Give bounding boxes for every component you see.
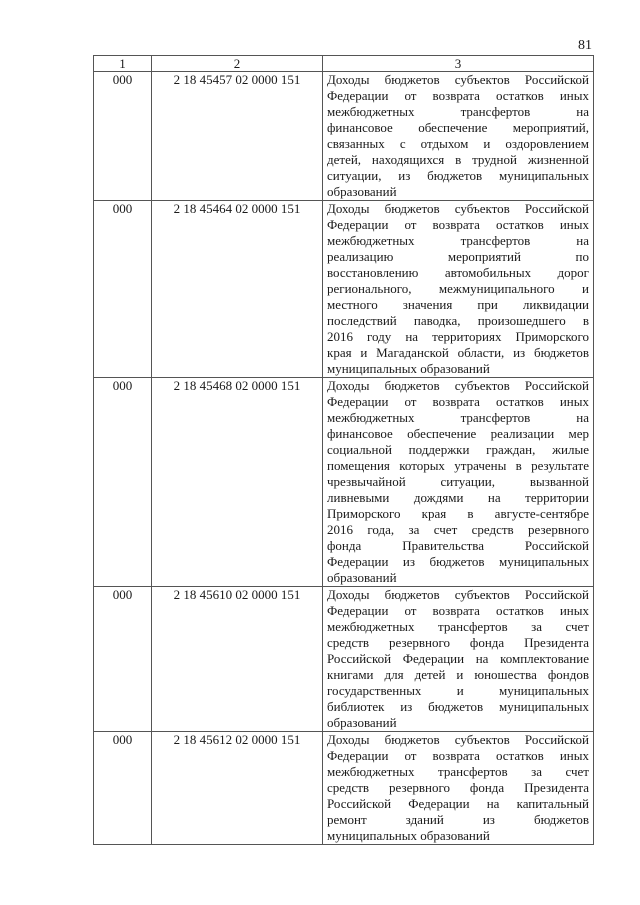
header-col-3: 3	[323, 56, 594, 72]
description-line: последствий паводка, произошедшего в	[327, 313, 589, 328]
description-line: Приморского края в августе-сентябре	[327, 506, 589, 521]
description-line: социальной поддержки граждан, жилые	[327, 442, 589, 457]
description-line: межбюджетных трансфертов за счет	[327, 764, 589, 779]
budget-code-cell: 2 18 45464 02 0000 151	[152, 201, 323, 378]
description-line: фонда Правительства Российской	[327, 538, 589, 553]
table-row	[94, 732, 594, 845]
description-line: межбюджетных трансфертов на	[327, 410, 589, 425]
description-line: Федерации от возврата остатков иных	[327, 88, 589, 103]
description-line: образований	[327, 570, 397, 585]
description-line: Доходы бюджетов субъектов Российской	[327, 378, 589, 393]
description-line: межбюджетных трансфертов на	[327, 104, 589, 119]
description-line: края и Магаданской области, из бюджетов	[327, 345, 589, 360]
description-line: муниципальных образований	[327, 361, 490, 376]
admin-code-cell: 000	[94, 732, 152, 845]
description-line: Федерации от возврата остатков иных	[327, 603, 589, 618]
description-line: Федерации от возврата остатков иных	[327, 394, 589, 409]
description-line: финансовое обеспечение мероприятий,	[327, 120, 589, 135]
description-line: связанных с отдыхом и оздоровлением	[327, 136, 589, 151]
description-line: Федерации из бюджетов муниципальных	[327, 554, 589, 569]
description-cell	[323, 587, 594, 732]
table-row	[94, 587, 594, 732]
description-line: Доходы бюджетов субъектов Российской	[327, 587, 589, 602]
budget-codes-table	[93, 55, 594, 845]
budget-code-cell: 2 18 45610 02 0000 151	[152, 587, 323, 732]
description-line: образований	[327, 715, 397, 730]
description-line: ливневыми дождями на территории	[327, 490, 589, 505]
description-line: межбюджетных трансфертов на	[327, 233, 589, 248]
description-line: Доходы бюджетов субъектов Российской	[327, 201, 589, 216]
table-row	[94, 378, 594, 587]
table-row	[94, 201, 594, 378]
admin-code-cell: 000	[94, 72, 152, 201]
description-line: регионального, межмуниципального и	[327, 281, 589, 296]
description-line: государственных и муниципальных	[327, 683, 589, 698]
page-number: 81	[578, 38, 592, 53]
description-line: библиотек из бюджетов муниципальных	[327, 699, 589, 714]
description-line: реализацию мероприятий по	[327, 249, 589, 264]
admin-code-cell: 000	[94, 378, 152, 587]
description-line: восстановлению автомобильных дорог	[327, 265, 589, 280]
budget-code-cell: 2 18 45468 02 0000 151	[152, 378, 323, 587]
description-line: межбюджетных трансфертов за счет	[327, 619, 589, 634]
description-line: образований	[327, 184, 397, 199]
budget-code-cell: 2 18 45612 02 0000 151	[152, 732, 323, 845]
description-line: помещения которых утрачены в результате	[327, 458, 589, 473]
description-line: финансовое обеспечение реализации мер	[327, 426, 589, 441]
description-line: Российской Федерации на комплектование	[327, 651, 589, 666]
description-line: 2016 года, за счет средств резервного	[327, 522, 589, 537]
description-line: ремонт зданий из бюджетов	[327, 812, 589, 827]
budget-code-cell: 2 18 45457 02 0000 151	[152, 72, 323, 201]
description-cell	[323, 72, 594, 201]
description-cell	[323, 378, 594, 587]
description-line: муниципальных образований	[327, 828, 490, 843]
description-line: Федерации от возврата остатков иных	[327, 748, 589, 763]
description-line: ситуации, из бюджетов муниципальных	[327, 168, 589, 183]
description-line: книгами для детей и юношества фондов	[327, 667, 589, 682]
table-row	[94, 72, 594, 201]
description-line: Российской Федерации на капитальный	[327, 796, 589, 811]
description-line: средств резервного фонда Президента	[327, 635, 589, 650]
description-line: местного значения при ликвидации	[327, 297, 589, 312]
admin-code-cell: 000	[94, 201, 152, 378]
table-header-row	[94, 56, 594, 72]
description-line: Федерации от возврата остатков иных	[327, 217, 589, 232]
description-line: 2016 году на территориях Приморского	[327, 329, 589, 344]
description-line: средств резервного фонда Президента	[327, 780, 589, 795]
header-col-1: 1	[94, 56, 152, 72]
description-line: чрезвычайной ситуации, вызванной	[327, 474, 589, 489]
description-line: детей, находящихся в трудной жизненной	[327, 152, 589, 167]
description-cell	[323, 732, 594, 845]
header-col-2: 2	[152, 56, 323, 72]
description-line: Доходы бюджетов субъектов Российской	[327, 72, 589, 87]
admin-code-cell: 000	[94, 587, 152, 732]
description-cell	[323, 201, 594, 378]
description-line: Доходы бюджетов субъектов Российской	[327, 732, 589, 747]
